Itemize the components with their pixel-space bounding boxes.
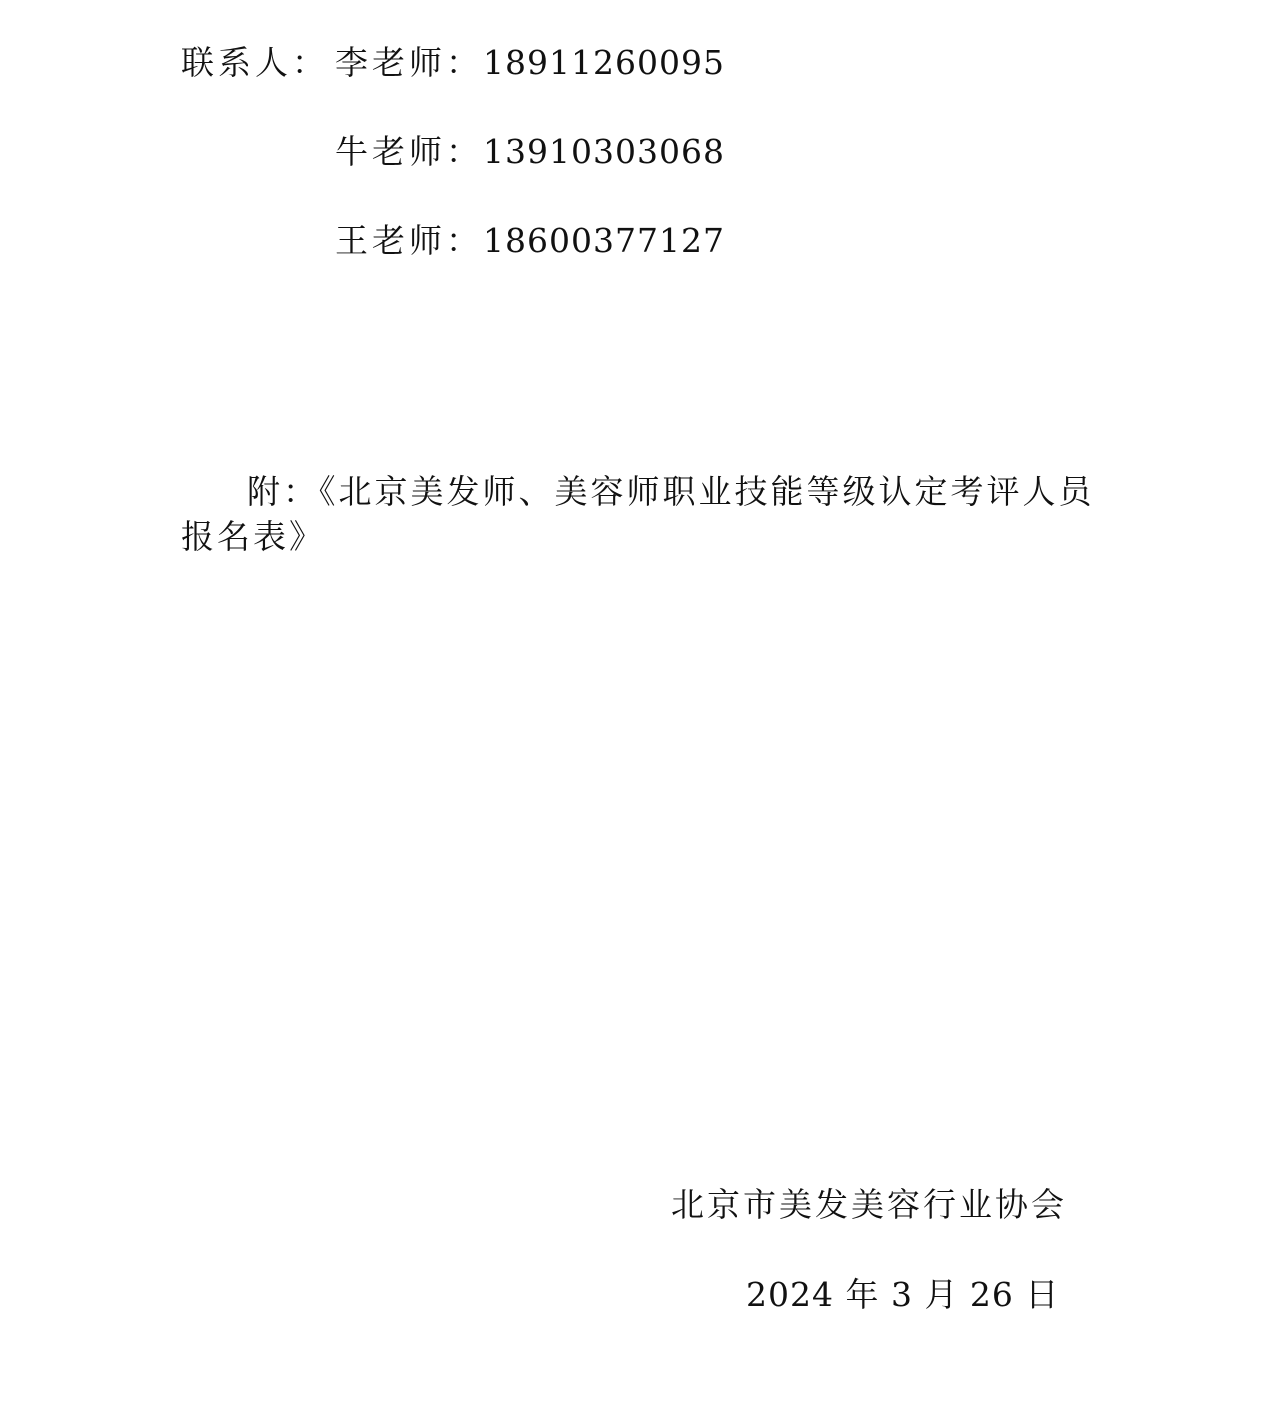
- contact-item: [335, 43, 725, 82]
- contact-name: 牛老师：: [335, 132, 483, 171]
- attachment-line-2: 报名表》: [181, 517, 325, 556]
- signature-date: 2024 年 3 月 26 日: [746, 1275, 1060, 1314]
- contact-name: 李老师：: [335, 43, 483, 82]
- contact-phone: 18600377127: [483, 221, 725, 260]
- contact-item: [335, 221, 725, 260]
- contact-phone: 18911260095: [483, 43, 725, 82]
- contacts-label: 联系人：: [181, 43, 329, 82]
- contact-phone: 13910303068: [483, 132, 725, 171]
- contact-name: 王老师：: [335, 221, 483, 260]
- attachment-line-1: 附：《北京美发师、美容师职业技能等级认定考评人员: [247, 472, 1095, 511]
- contact-item: [335, 132, 725, 171]
- signature-organization: 北京市美发美容行业协会: [671, 1185, 1067, 1224]
